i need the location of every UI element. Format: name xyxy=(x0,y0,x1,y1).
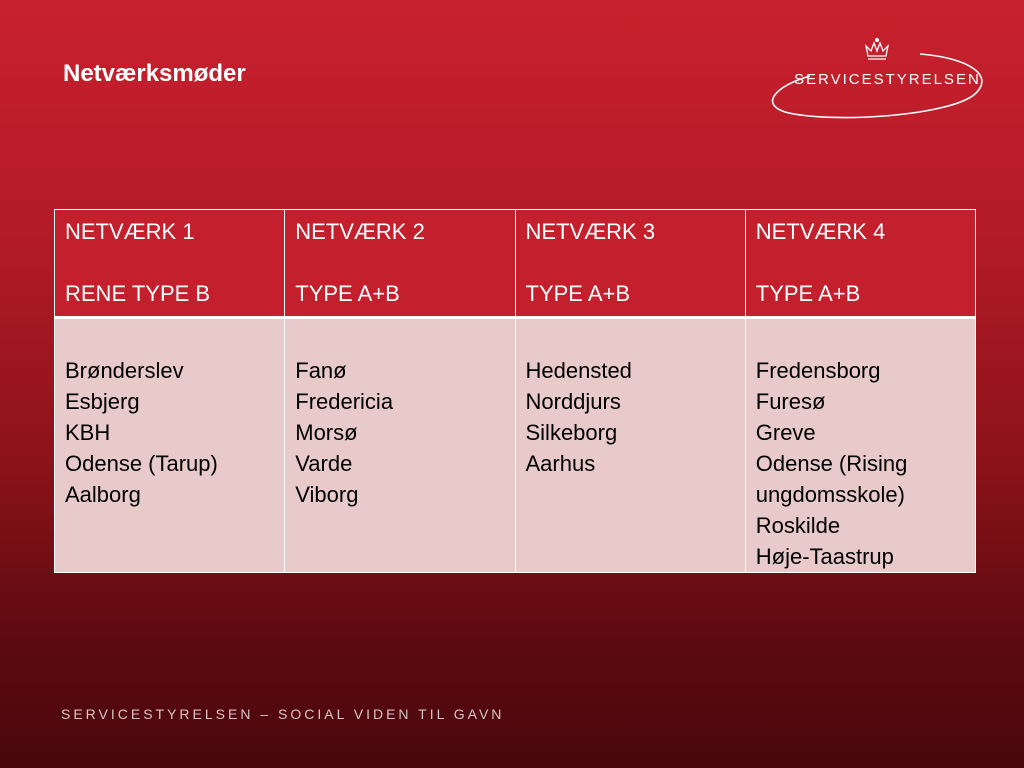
list-item: Odense (Rising xyxy=(755,451,908,476)
table-body-row xyxy=(55,318,976,573)
list-item: Aalborg xyxy=(65,482,141,507)
list-item: KBH xyxy=(65,420,111,445)
list-item: Fanø xyxy=(295,358,347,383)
table-header-row xyxy=(55,210,976,318)
list-item: Odense (Tarup) xyxy=(65,451,218,476)
table-cell xyxy=(745,318,975,573)
column-subheading: TYPE A+B xyxy=(755,281,861,306)
list-item: Viborg xyxy=(295,482,359,507)
list-item: Roskilde xyxy=(755,513,841,538)
list-item: Norddjurs xyxy=(525,389,621,414)
logo-text: SERVICESTYRELSEN xyxy=(794,71,981,88)
list-item: Fredensborg xyxy=(755,358,881,383)
column-heading: NETVÆRK 2 xyxy=(295,219,425,244)
column-heading: NETVÆRK 1 xyxy=(65,219,195,244)
table-cell xyxy=(515,318,745,573)
list-item: Varde xyxy=(295,451,353,476)
list-item: Silkeborg xyxy=(525,420,618,445)
network-table xyxy=(54,209,976,573)
table-header-cell xyxy=(55,210,285,318)
column-subheading: TYPE A+B xyxy=(295,281,400,306)
column-heading: NETVÆRK 3 xyxy=(525,219,656,244)
slide-title: Netværksmøder xyxy=(63,60,246,87)
list-item: Aarhus xyxy=(525,451,596,476)
table-cell xyxy=(285,318,515,573)
table-header-cell xyxy=(515,210,745,318)
table-cell xyxy=(55,318,285,573)
column-subheading: TYPE A+B xyxy=(525,281,631,306)
table-header-cell xyxy=(285,210,515,318)
table-header-cell xyxy=(745,210,975,318)
list-item: Esbjerg xyxy=(65,389,140,414)
list-item: Brønderslev xyxy=(65,358,184,383)
column-heading: NETVÆRK 4 xyxy=(755,219,886,244)
list-item: Furesø xyxy=(755,389,826,414)
list-item: Morsø xyxy=(295,420,358,445)
list-item: Høje-Taastrup xyxy=(755,544,894,569)
list-item: Hedensted xyxy=(525,358,632,383)
list-item: Fredericia xyxy=(295,389,394,414)
list-item: Greve xyxy=(755,420,816,445)
footer-tagline: SERVICESTYRELSEN – SOCIAL VIDEN TIL GAVN xyxy=(61,706,505,722)
list-item: ungdomsskole) xyxy=(755,482,905,507)
column-subheading: RENE TYPE B xyxy=(65,281,211,306)
crown-icon xyxy=(866,39,888,59)
